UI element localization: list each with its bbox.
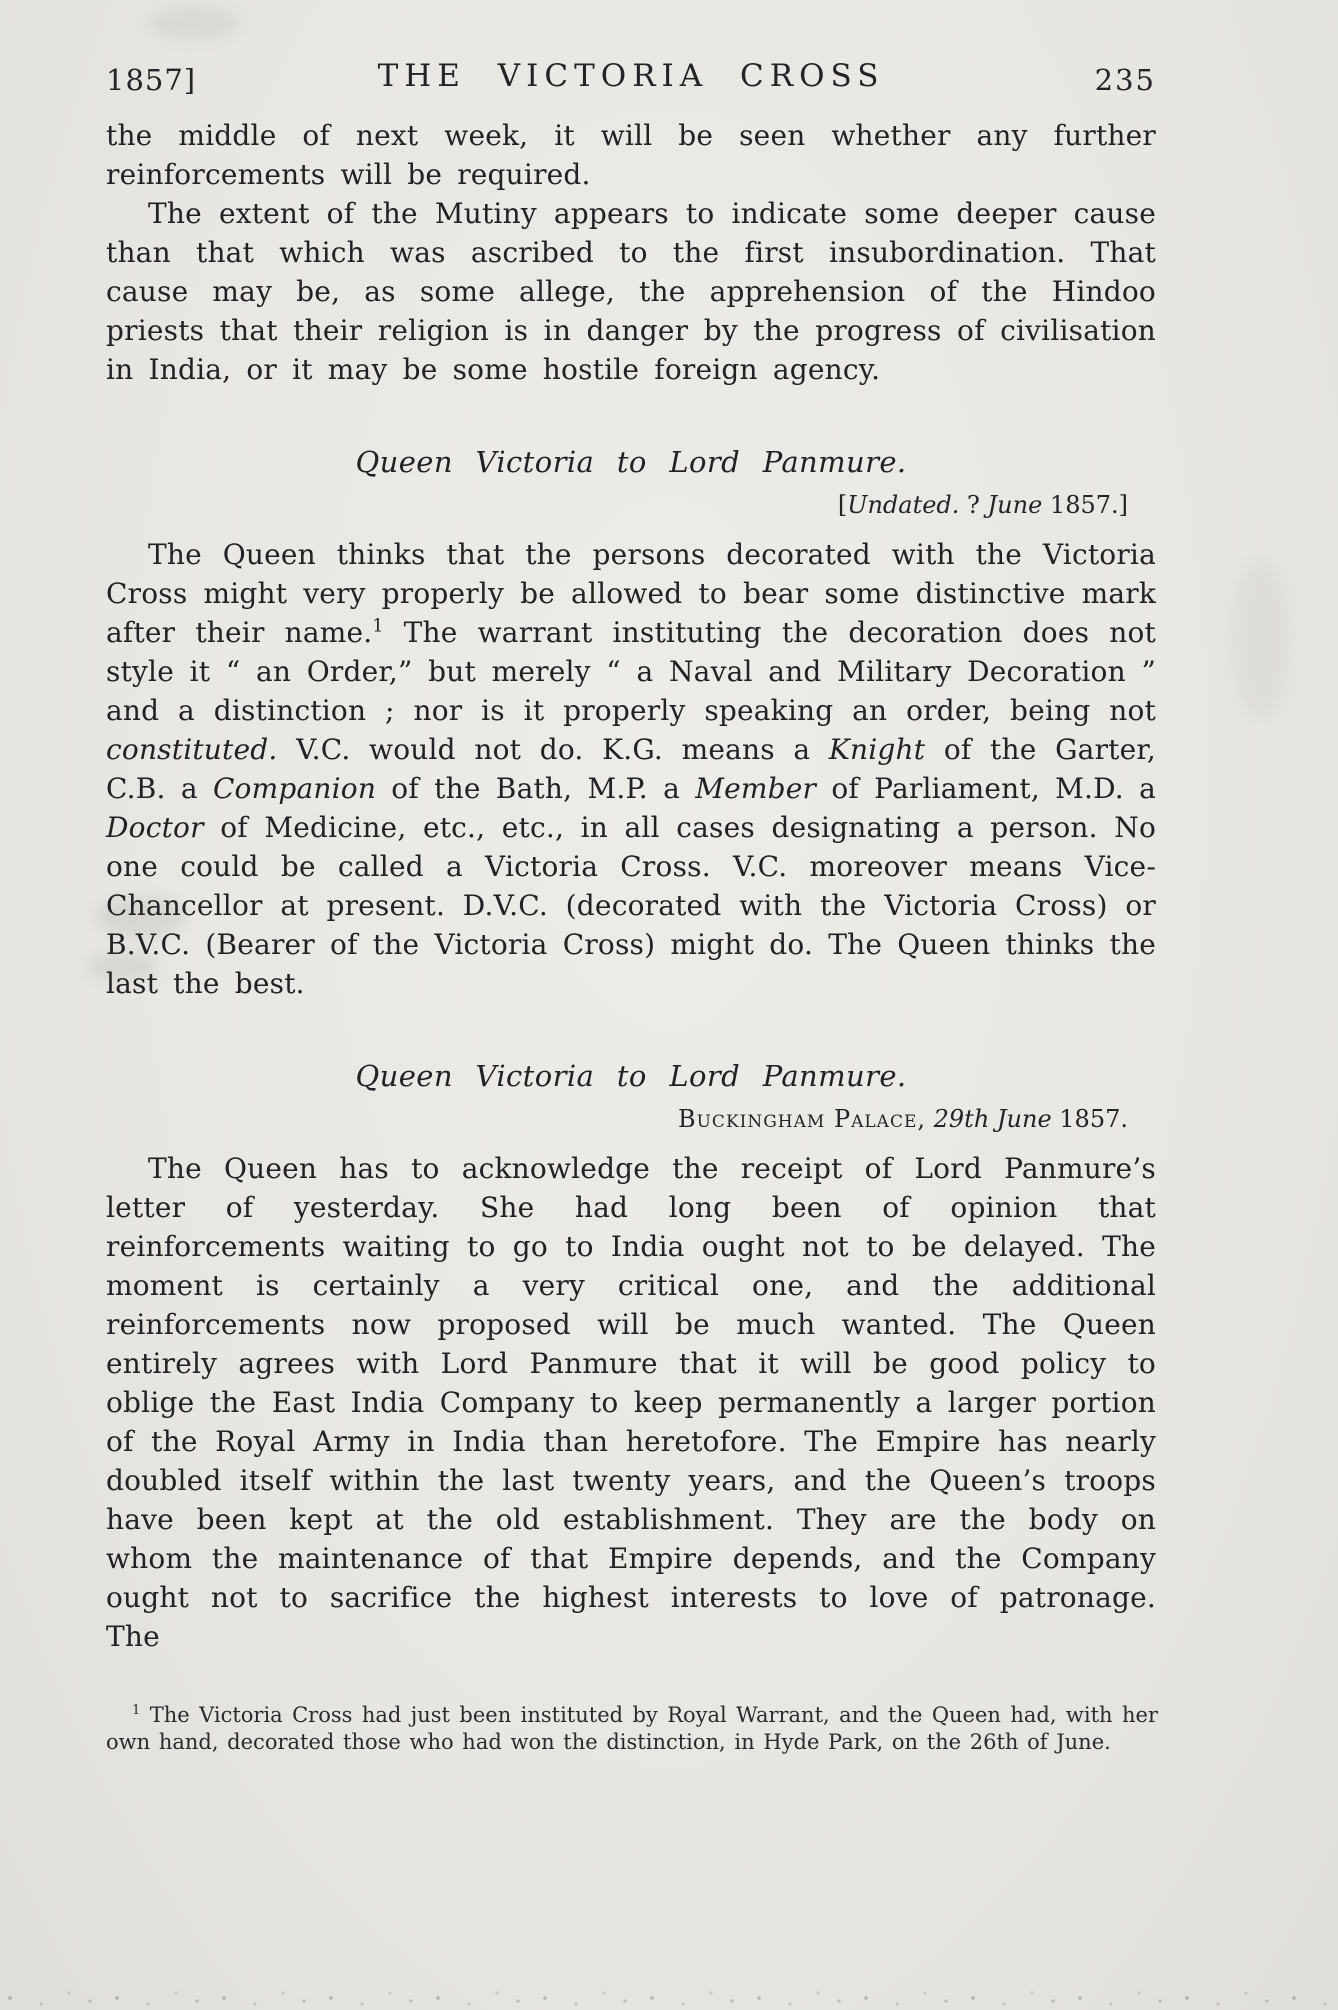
- letter-1-heading: Queen Victoria to Lord Panmure.: [355, 445, 907, 479]
- letter-2-body: The Queen has to acknowledge the receipt of Lord Panmure’s letter of yesterday. She had long been of opinion that reinforcements waiting to go to India ought not to be delayed. The moment is certainly a very critical one, and the additional reinforcements now proposed will be much wanted. The Queen entirely agrees with Lord Panmure that it will be good policy to oblige the East India Company to keep permanently a larger portion of the Royal Army in India than heretofore. The Empire has nearly doubled itself within the last twenty years, and the Queen’s troops have been kept at the old establishment. They are the body on whom the maintenance of that Empire depends, and the Company ought not to sacrifice the highest interests to love of patronage. The: [106, 1152, 1156, 1653]
- intro-paragraph-2: The extent of the Mutiny appears to indicate some deeper cause than that which was ascribed to the first insubordination. That cause may be, as some allege, the apprehension of the Hindoo priests that their religion is in danger by the progress of civilisation in India, or it may be some hostile foreign agency.: [106, 197, 1156, 386]
- edition-year: 1857]: [106, 63, 197, 97]
- letter-2: [106, 1059, 1156, 1656]
- letter-2-heading: Queen Victoria to Lord Panmure.: [355, 1059, 907, 1093]
- page-content: [106, 58, 1156, 1656]
- paper-smudge: [150, 6, 240, 40]
- paper-smudge: [1230, 560, 1290, 720]
- letter-2-dateline: Buckingham Palace, 29th June 1857.: [677, 1105, 1128, 1133]
- running-title: THE VICTORIA CROSS: [377, 58, 885, 94]
- page-number: 235: [1094, 63, 1156, 97]
- letter-1: [106, 445, 1156, 1003]
- intro-paragraph-1: the middle of next week, it will be seen whether any further reinforcements will be required.: [106, 119, 1156, 191]
- letter-1-body: The Queen thinks that the persons decorated with the Victoria Cross might very properly be allowed to bear some distinctive mark after their name.$^1$ The warrant instituting the decoration does not style it “ an Order,” but merely “ a Naval and Military Decoration ” and a distinction ; nor is it properly speaking an order, being not constituted. V.C. would not do. K.G. means a Knight of the Garter, C.B. a Companion of the Bath, M.P. a Member of Parliament, M.D. a Doctor of Medicine, etc., etc., in all cases designating a person. No one could be called a Victoria Cross. V.C. moreover means Vice-Chancellor at present. D.V.C. (decorated with the Victoria Cross) or B.V.C. (Bearer of the Victoria Cross) might do. The Queen thinks the last the best.: [106, 538, 1156, 1000]
- footnote: $^1$ The Victoria Cross had just been instituted by Royal Warrant, and the Queen had, with her own hand, decorated those who had won the distinction, in Hyde Park, on the 26th of June.: [106, 1703, 1158, 1754]
- running-header: [106, 58, 1156, 104]
- letter-1-dateline: [Undated. ? June 1857.]: [837, 491, 1128, 519]
